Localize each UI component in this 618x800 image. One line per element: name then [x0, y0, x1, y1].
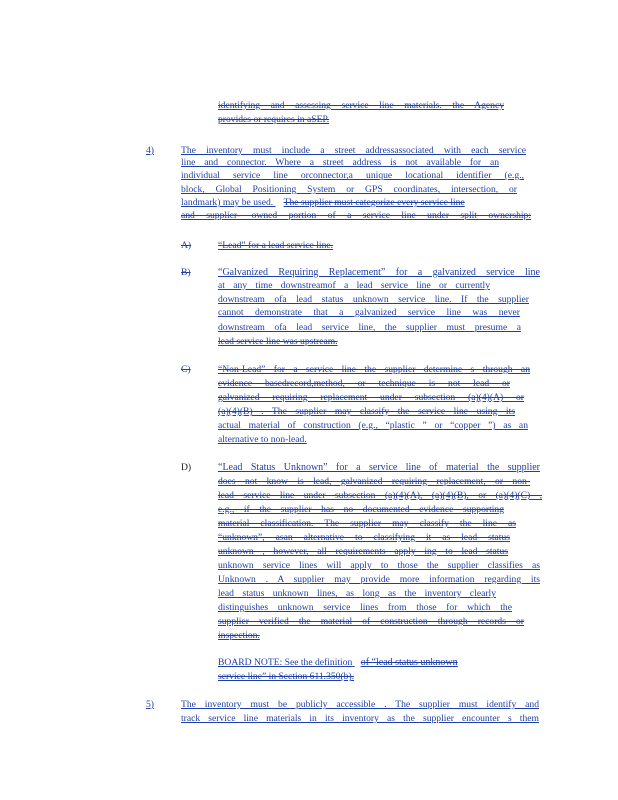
sub-d-line-2: does not know is lead, galvanized requiring replacement, or non-	[218, 476, 530, 487]
item-4-line-4: block, Global Positioning System or GPS coordinates, intersection, or	[181, 184, 517, 195]
sub-d-line-11: distinguishes unknown service lines from those for which the	[218, 602, 512, 613]
sub-b-line-6: lead service line was upstream.	[218, 336, 338, 347]
sub-d-line-8: unknown service lines will apply to those the supplier classifies as	[218, 560, 540, 571]
sub-b-line-4: cannot demonstrate that a galvanized service line was never	[218, 307, 520, 318]
sub-a-line: “Lead” for a lead service line.	[218, 240, 334, 251]
continuation-line-2: provides or requires in aSEP.	[218, 114, 330, 125]
item-4-line-6: and supplier- owned portion of a service line under split ownership:	[181, 210, 531, 221]
board-note-line-1	[218, 657, 458, 669]
sub-c-line-5: actual material of construction (e.g., “plastic ” or “copper ”) as an	[218, 420, 528, 431]
sub-c-line-6: alternative to non-lead.	[218, 434, 307, 445]
board-note-line-2: service line” in Section 611.350(b).	[218, 671, 355, 682]
item-4-line-5-text: landmark) may be used.	[181, 197, 274, 208]
sub-b-line-1: “Galvanized Requiring Replacement” for a galvanized service line	[218, 267, 540, 278]
item-5-line-1: The inventory must be publicly accessible . The supplier must identify and	[181, 699, 539, 710]
sub-b-line-3: downstream ofa lead status unknown service line. If the supplier	[218, 294, 529, 305]
sub-b-line-2: at any time downstreamof a lead service line or currently	[218, 280, 490, 291]
sub-d-line-10: lead status unknown lines, as long as the inventory clearly	[218, 588, 496, 599]
sub-d-line-9: Unknown . A supplier may provide more information regarding its	[218, 574, 540, 585]
item-4-line-5	[181, 197, 465, 209]
item-4-line-2: line and connector. Where a street address is not available for an	[181, 157, 499, 168]
item-5-line-2: track service line materials in its inventory as the supplier encounter s them	[181, 713, 539, 724]
sub-c-line-2: evidence basedrecord,method, or technique is not lead or	[218, 378, 510, 389]
continuation-line-1: identifying and assessing service line materials. the Agency	[218, 100, 504, 111]
sub-d-line-6: “unknown”, asan alternative to classifying it as lead status	[218, 532, 510, 543]
item-4-number: 4)	[146, 145, 154, 156]
sub-c-line-1: “Non-Lead” for a service line the supplier determine s through an	[218, 364, 530, 375]
item-4-line-1: The inventory must include a street addressassociated with each service	[181, 145, 526, 156]
item-4-line-3: individual service line orconnector,a unique locational identifier (e.g.,	[181, 170, 524, 181]
sub-c-line-4: (a)(4)(B) . The supplier may classify the service line using its	[218, 406, 515, 417]
board-note-label: BOARD NOTE: See the definition	[218, 657, 353, 668]
sub-a-number: A)	[181, 240, 192, 251]
sub-b-number: B)	[181, 267, 191, 278]
sub-d-line-3: lead service line under subsection (a)(4)(A), (a)(4)(B), or (a)(4)(C) ,	[218, 490, 542, 501]
sub-d-line-4: e.g., if the supplier has no documented evidence supporting	[218, 504, 504, 515]
sub-d-line-7: unknown , however, all requirements apply ing to lead status	[218, 546, 508, 557]
board-note-definition: of “lead status unknown	[360, 657, 458, 668]
sub-c-number: C)	[181, 364, 191, 375]
sub-b-line-5: downstream ofa lead service line, the supplier must presume a	[218, 322, 521, 333]
item-5-number: 5)	[146, 699, 154, 710]
sub-d-line-5: material classification. The supplier may classify the line as	[218, 518, 516, 529]
sub-d-line-12: supplier verified the material of construction through records or	[218, 616, 524, 627]
item-4-struck-tail: The supplier must categorize every service line	[283, 197, 465, 208]
sub-c-line-3: galvanized requiring replacement under subsection (a)(4)(A) or	[218, 392, 524, 403]
sub-d-line-1: “Lead Status Unknown” for a service line of material the supplier	[218, 462, 540, 473]
sub-d-line-13: inspection.	[218, 630, 260, 641]
sub-d-number: D)	[181, 462, 192, 473]
